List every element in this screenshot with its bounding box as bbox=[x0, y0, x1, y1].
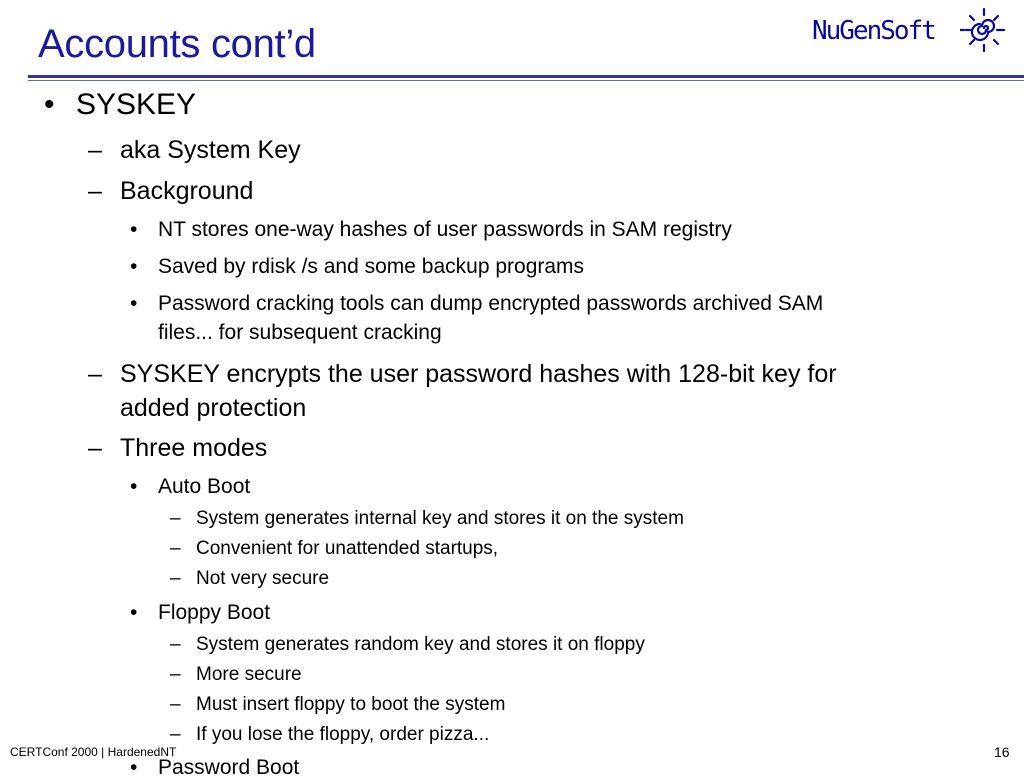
bullet-text: Not very secure bbox=[196, 568, 330, 589]
bullet-text: Three modes bbox=[120, 434, 268, 462]
bullet-text: SYSKEY encrypts the user password hashes with 128-bit key for bbox=[120, 360, 837, 388]
bullet-text: More secure bbox=[196, 664, 302, 685]
bullet-marker: – bbox=[170, 538, 181, 559]
bullet-marker: • bbox=[130, 218, 138, 241]
bullet-text: Floppy Boot bbox=[158, 601, 271, 624]
bullet-text: aka System Key bbox=[120, 136, 301, 164]
bullet-marker: – bbox=[88, 434, 102, 462]
bullet-text: Convenient for unattended startups, bbox=[196, 538, 499, 559]
bullet-text: If you lose the floppy, order pizza... bbox=[196, 724, 490, 745]
bullet-text: Background bbox=[120, 177, 254, 205]
bullet-marker: • bbox=[130, 756, 138, 779]
bullet-marker: – bbox=[88, 177, 102, 205]
bullet-marker: – bbox=[170, 508, 181, 529]
bullet-marker: • bbox=[130, 601, 138, 624]
title-underline-thin bbox=[28, 80, 1024, 81]
page-number: 16 bbox=[994, 744, 1010, 760]
bullet-text-continued: added protection bbox=[120, 394, 307, 422]
bullet-marker: – bbox=[170, 634, 181, 655]
sun-swirl-icon bbox=[960, 6, 1008, 54]
bullet-marker: – bbox=[170, 664, 181, 685]
bullet-text: Saved by rdisk /s and some backup programs bbox=[158, 255, 585, 278]
bullet-text-continued: files... for subsequent cracking bbox=[158, 321, 442, 344]
bullet-marker: • bbox=[130, 292, 138, 315]
bullet-marker: – bbox=[170, 724, 181, 745]
bullet-text: System generates random key and stores it on floppy bbox=[196, 634, 645, 655]
bullet-marker: – bbox=[170, 694, 181, 715]
slide-footer: CERTConf 2000 | HardenedNT bbox=[10, 745, 177, 759]
bullet-text: System generates internal key and stores it on the system bbox=[196, 508, 684, 529]
bullet-marker: – bbox=[88, 360, 102, 388]
bullet-text: NT stores one-way hashes of user passwords in SAM registry bbox=[158, 218, 732, 241]
bullet-text: Password cracking tools can dump encrypted passwords archived SAM bbox=[158, 292, 824, 315]
bullet-marker: • bbox=[44, 88, 55, 121]
slide-title: Accounts cont’d bbox=[38, 22, 316, 66]
bullet-text: Password Boot bbox=[158, 756, 300, 779]
logo-text: NuGenSoft bbox=[812, 16, 935, 46]
bullet-marker: • bbox=[130, 475, 138, 498]
bullet-text: SYSKEY bbox=[76, 88, 197, 121]
bullet-text: Auto Boot bbox=[158, 475, 251, 498]
bullet-marker: – bbox=[88, 136, 102, 164]
bullet-marker: – bbox=[170, 568, 181, 589]
bullet-marker: • bbox=[130, 255, 138, 278]
bullet-text: Must insert floppy to boot the system bbox=[196, 694, 506, 715]
title-underline-thick bbox=[28, 75, 1024, 78]
